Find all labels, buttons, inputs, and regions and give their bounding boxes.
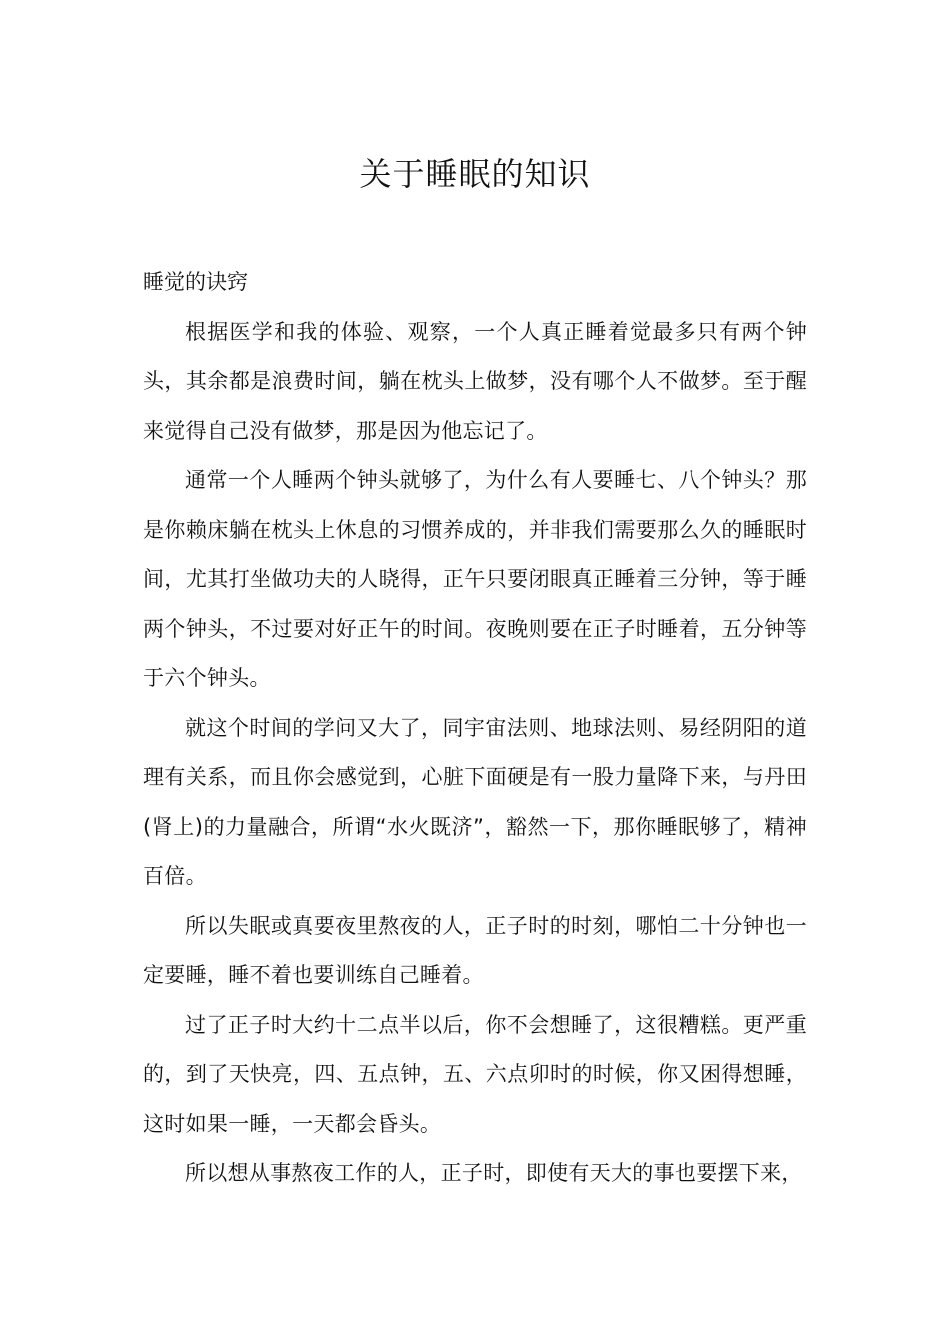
paragraph-6: 所以想从事熬夜工作的人，正子时，即使有天大的事也要摆下来，	[185, 1161, 803, 1185]
document-title: 关于睡眠的知识	[359, 155, 591, 193]
document-body	[143, 258, 807, 1199]
section-heading: 睡觉的诀窍	[143, 270, 248, 294]
paragraph-2: 通常一个人睡两个钟头就够了，为什么有人要睡七、八个钟头？那是你赖床躺在枕头上休息的习惯养成的，并非我们需要那么久的睡眠时间，尤其打坐做功夫的人晓得，正午只要闭眼真正睡着三分钟，等于睡两个钟头，不过要对好正午的时间。夜晚则要在正子时睡着，五分钟等于六个钟头。	[143, 468, 807, 690]
paragraph-4: 所以失眠或真要夜里熬夜的人，正子时的时刻，哪怕二十分钟也一定要睡，睡不着也要训练自己睡着。	[143, 913, 807, 987]
paragraph-5: 过了正子时大约十二点半以后，你不会想睡了，这很糟糕。更严重的，到了天快亮，四、五点钟，五、六点卯时的时候，你又困得想睡，这时如果一睡，一天都会昏头。	[143, 1012, 807, 1136]
paragraph-3: 就这个时间的学问又大了，同宇宙法则、地球法则、易经阴阳的道理有关系，而且你会感觉到，心脏下面硬是有一股力量降下来，与丹田(肾上)的力量融合，所谓“水火既济”，豁然一下，那你睡眠够了，精神百倍。	[143, 715, 807, 888]
paragraph-1: 根据医学和我的体验、观察，一个人真正睡着觉最多只有两个钟头，其余都是浪费时间，躺在枕头上做梦，没有哪个人不做梦。至于醒来觉得自己没有做梦，那是因为他忘记了。	[143, 319, 807, 443]
